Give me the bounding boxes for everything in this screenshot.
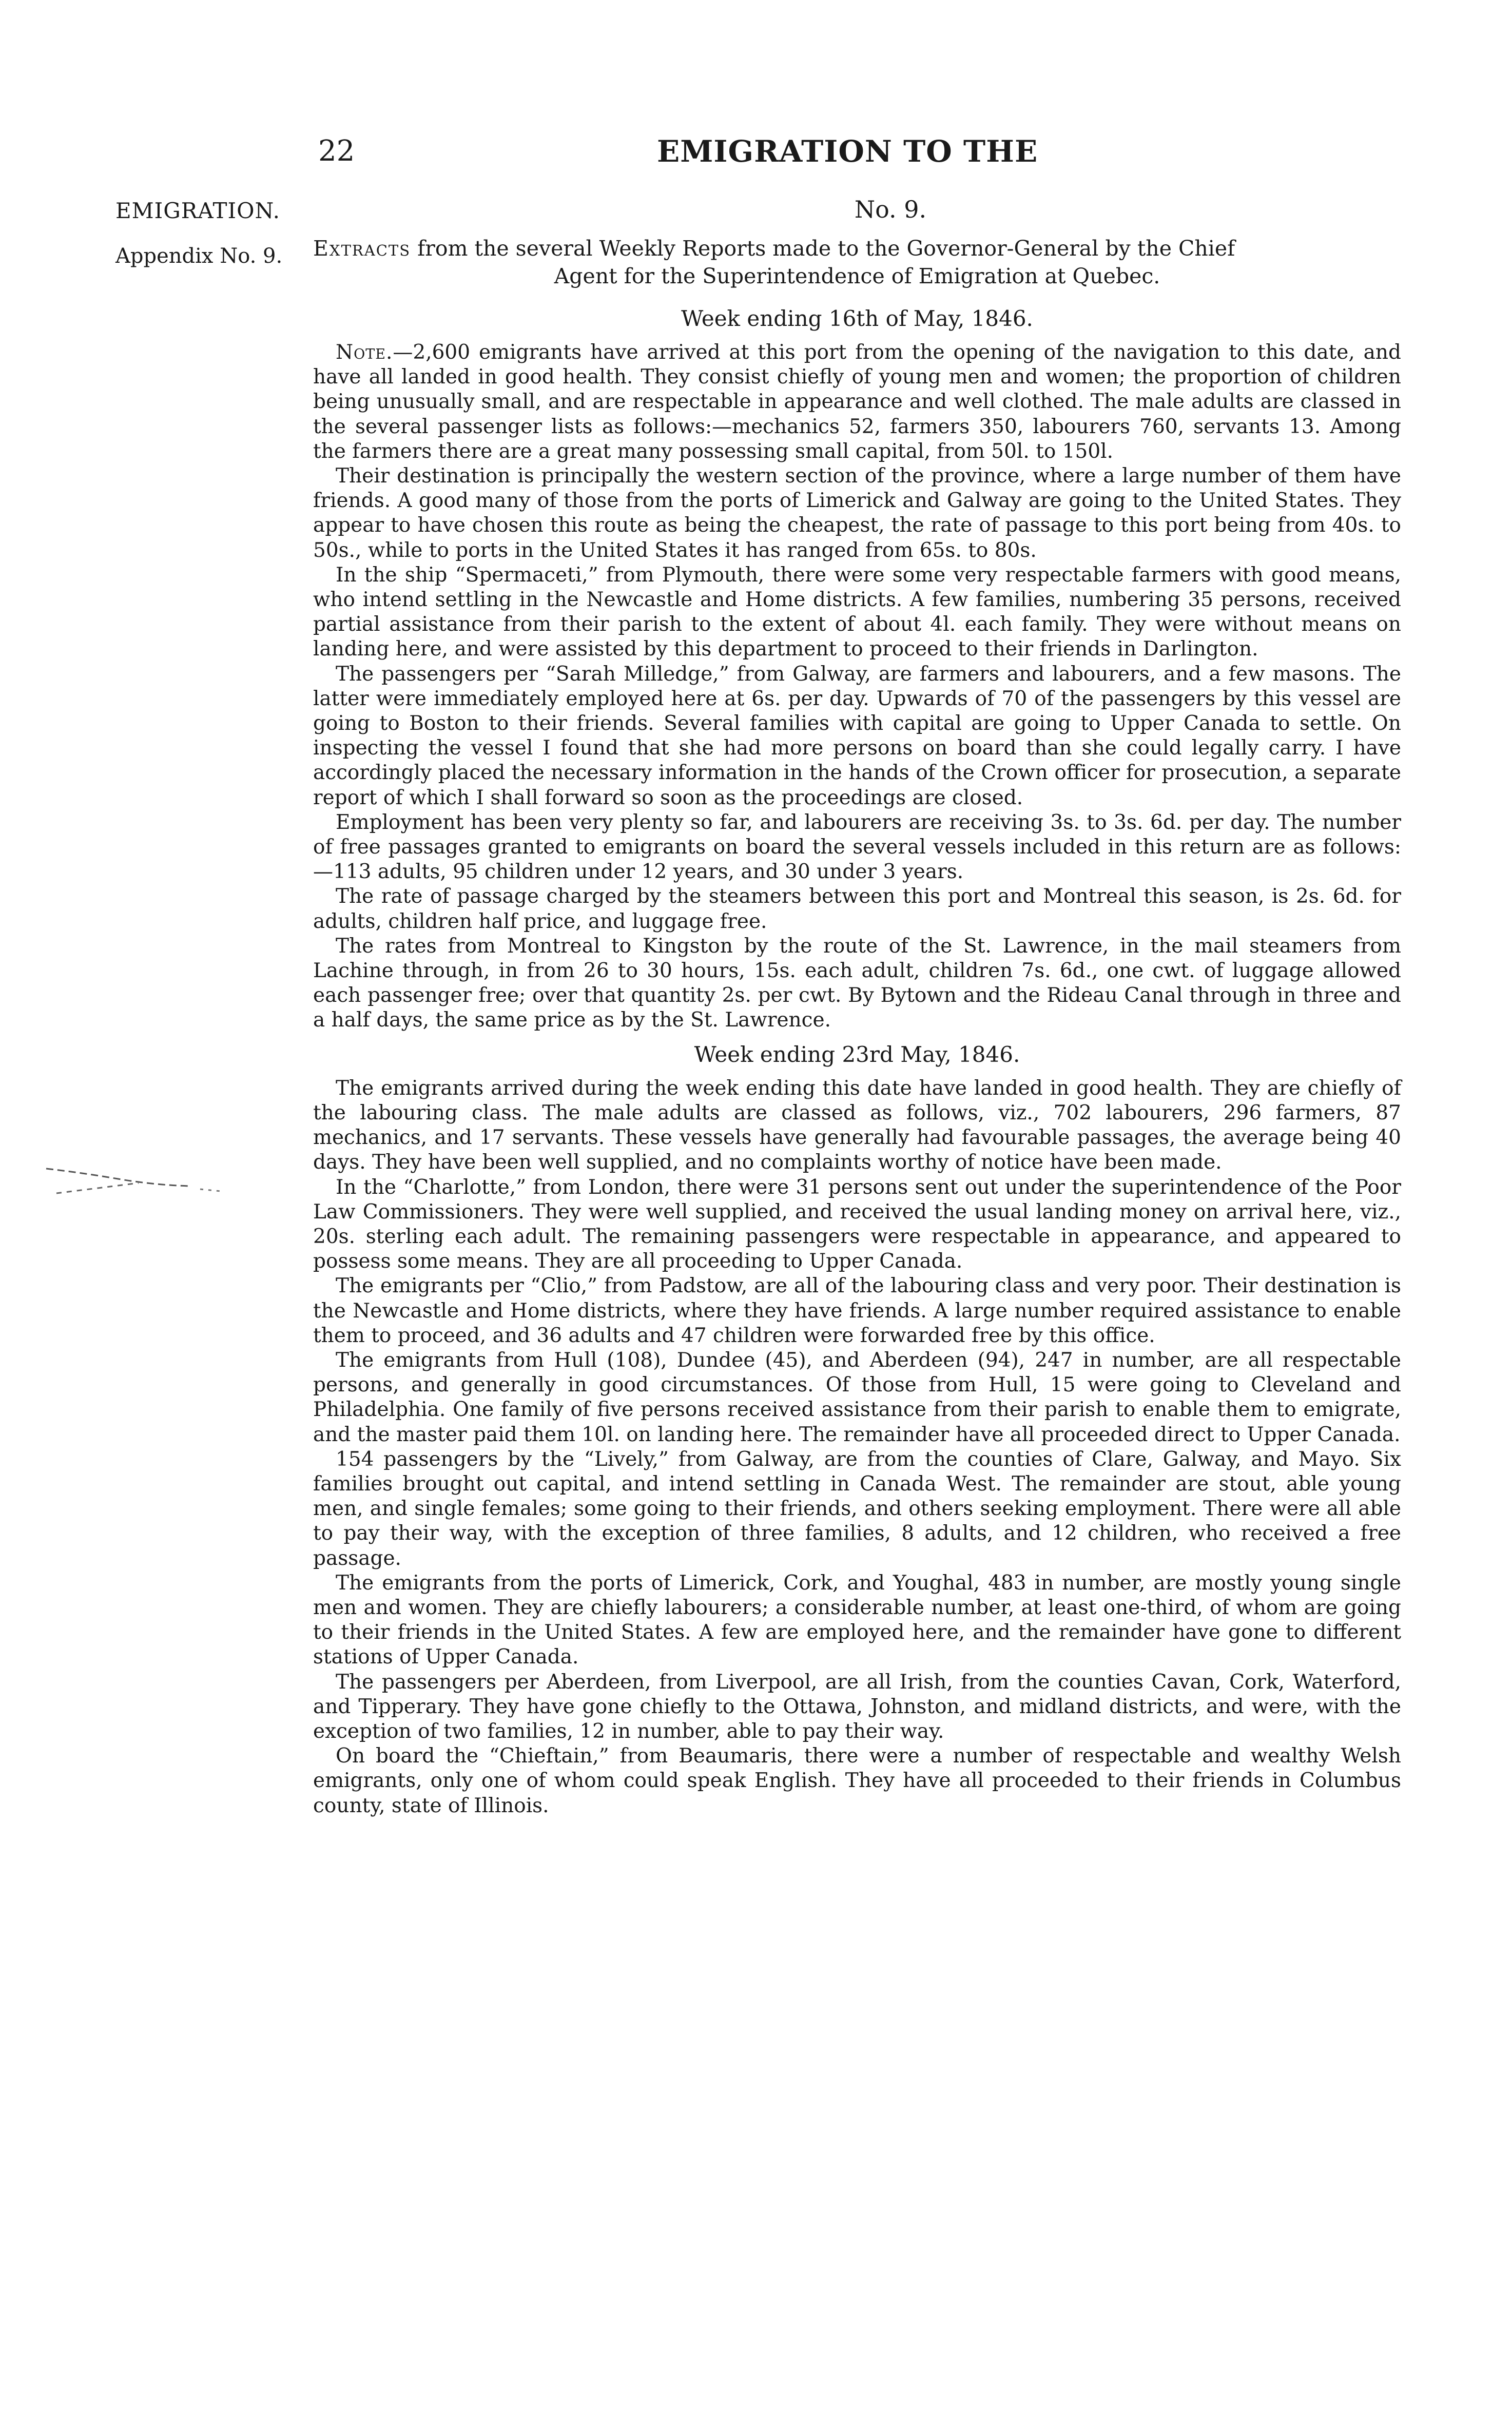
paragraph: The emigrants from Hull (108), Dundee (45), and Aberdeen (94), 247 in number, are all respectable persons, and generally in good circumstances. Of those from Hull, 15 were going to Cleveland and Philadelphia. One family of five persons received assistance from their parish to enable them to emigrate, and the master paid them 10l. on landing here. The remainder have all proceeded direct to Upper Canada. — [313, 1348, 1401, 1446]
paragraph: In the ship “Spermaceti,” from Plymouth, there were some very respectable farmers with good means, who intend settling in the Newcastle and Home districts. A few families, numbering 35 persons, received partial assistance from their parish to the extent of about 4l. each family. They were without means on landing here, and were assisted by this department to proceed to their friends in Darlington. — [313, 563, 1401, 661]
report-section-week-16-may — [313, 303, 1401, 1033]
paragraph — [313, 340, 1401, 464]
paragraph: The passengers per “Sarah Milledge,” from Galway, are farmers and labourers, and a few masons. The latter were immediately employed here at 6s. per day. Upwards of 70 of the passengers by this vessel are going to Boston to their friends. Several families with capital are going to Upper Canada to settle. On inspecting the vessel I found that she had more persons on board than she could legally carry. I have accordingly placed the necessary information in the hands of the Crown officer for prosecution, a separate report of which I shall forward so soon as the proceedings are closed. — [313, 662, 1401, 809]
paragraph: The emigrants from the ports of Limerick, Cork, and Youghal, 483 in number, are mostly young single men and women. They are chiefly labourers; a considerable number, at least one-third, of whom are going to their friends in the United States. A few are employed here, and the remainder have gone to different stations of Upper Canada. — [313, 1571, 1401, 1669]
document-number: No. 9. — [854, 196, 927, 223]
document-title-lead: Extracts — [313, 236, 411, 261]
paragraph: The emigrants arrived during the week ending this date have landed in good health. They are chiefly of the labouring class. The male adults are classed as follows, viz., 702 labourers, 296 farmers, 87 mechanics, and 17 servants. These vessels have generally had favourable passages, the average being 40 days. They have been well supplied, and no complaints worthy of notice have been made. — [313, 1076, 1401, 1174]
running-title: EMIGRATION TO THE — [657, 134, 1038, 169]
document-title-line-1: from the several Weekly Reports made to the Governor-General by the Chief — [411, 236, 1235, 261]
margin-pencil-mark — [36, 1157, 241, 1204]
section-heading: Week ending 16th of May, 1846. — [681, 306, 1033, 331]
paragraph: The rate of passage charged by the steamers between this port and Montreal this season, is 2s. 6d. for adults, children half price, and luggage free. — [313, 885, 1401, 933]
paragraph: On board the “Chieftain,” from Beaumaris, there were a number of respectable and wealthy Welsh emigrants, only one of whom could speak English. They have all proceeded to their friends in Columbus county, state of Illinois. — [313, 1744, 1401, 1817]
paragraph: The emigrants per “Clio,” from Padstow, are all of the labouring class and very poor. Their destination is the Newcastle and Home districts, where they have friends. A large number required assistance to enable them to proceed, and 36 adults and 47 children were forwarded free by this office. — [313, 1274, 1401, 1347]
section-heading: Week ending 23rd May, 1846. — [694, 1041, 1020, 1067]
margin-heading: EMIGRATION. — [115, 198, 280, 223]
paragraph: 154 passengers by the “Lively,” from Galway, are from the counties of Clare, Galway, and Mayo. Six families brought out capital, and intend settling in Canada West. The remainder are stout, able young men, and single females; some going to their friends, and others seeking employment. There were all able to pay their way, with the exception of three families, 8 adults, and 12 children, who received a free passage. — [313, 1447, 1401, 1570]
paragraph: Employment has been very plenty so far, and labourers are receiving 3s. to 3s. 6d. per day. The number of free passages granted to emigrants on board the several vessels included in this return are as follows:—113 adults, 95 children under 12 years, and 30 under 3 years. — [313, 810, 1401, 884]
document-title — [313, 235, 1401, 290]
page-header — [308, 131, 1078, 172]
report-section-week-23-may — [313, 1039, 1401, 1818]
paragraph: Their destination is principally the western section of the province, where a large number of them have friends. A good many of those from the ports of Limerick and Galway are going to the United States. They appear to have chosen this route as being the cheapest, the rate of passage to this port being from 40s. to 50s., while to ports in the United States it has ranged from 65s. to 80s. — [313, 464, 1401, 562]
page-number: 22 — [318, 134, 355, 168]
document-title-line-2: Agent for the Superintendence of Emigration at Quebec. — [554, 264, 1160, 288]
paragraph-text: —2,600 emigrants have arrived at this port from the opening of the navigation to this date, and have all landed in good health. They consist chiefly of young men and women; the proportion of children being unusually small, and are respectable in appearance and well clothed. The male adults are classed in the several passenger lists as follows:—mechanics 52, farmers 350, labourers 760, servants 13. Among the farmers there are a great many possessing small capital, from 50l. to 150l. — [313, 341, 1401, 463]
paragraph: In the “Charlotte,” from London, there were 31 persons sent out under the superintendence of the Poor Law Commissioners. They were well supplied, and received the usual landing money on arrival here, viz., 20s. sterling each adult. The remaining passengers were respectable in appearance, and appeared to possess some means. They are all proceeding to Upper Canada. — [313, 1175, 1401, 1273]
margin-appendix-reference: Appendix No. 9. — [115, 244, 283, 268]
note-lead: Note. — [336, 341, 393, 364]
document-body — [313, 192, 1401, 1822]
paragraph: The passengers per Aberdeen, from Liverpool, are all Irish, from the counties Cavan, Cork, Waterford, and Tipperary. They have gone chiefly to the Ottawa, Johnston, and midland districts, and were, with the exception of two families, 12 in number, able to pay their way. — [313, 1670, 1401, 1743]
paragraph: The rates from Montreal to Kingston by the route of the St. Lawrence, in the mail steamers from Lachine through, in from 26 to 30 hours, 15s. each adult, children 7s. 6d., one cwt. of luggage allowed each passenger free; over that quantity 2s. per cwt. By Bytown and the Rideau Canal through in three and a half days, the same price as by the St. Lawrence. — [313, 934, 1401, 1032]
